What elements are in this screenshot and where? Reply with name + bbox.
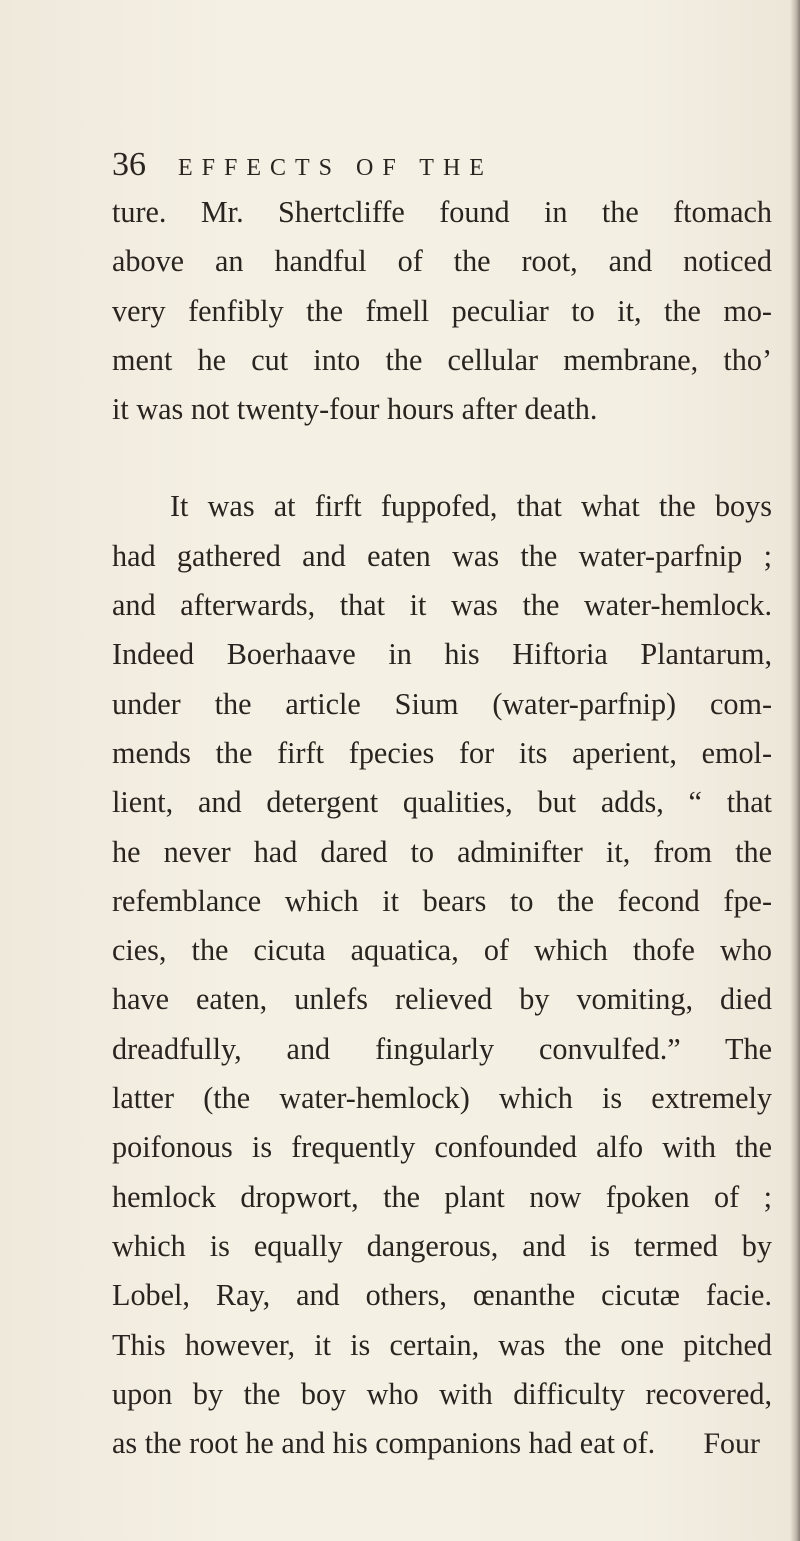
text-line: upon by the boy who with difficulty recovered,: [112, 1376, 772, 1411]
text-line: which is equally dangerous, and is termed by: [112, 1228, 772, 1263]
text-line: mends the firft fpecies for its aperient, emol-: [112, 735, 772, 770]
running-head: EFFECTS OF THE: [178, 155, 493, 181]
text-line: as the root he and his companions had eat of.: [112, 1426, 656, 1461]
page-number: 36: [112, 146, 146, 183]
text-line: above an handful of the root, and noticed: [112, 244, 772, 279]
text-line: and afterwards, that it was the water-hemlock.: [112, 588, 772, 623]
text-line: have eaten, unlefs relieved by vomiting, died: [112, 982, 772, 1017]
text-line: under the article Sium (water-parfnip) com-: [112, 686, 772, 721]
text-line: he never had dared to adminifter it, from the: [112, 834, 772, 869]
text-line: lient, and detergent qualities, but adds, “ that: [112, 785, 772, 820]
catchword: Four: [703, 1427, 760, 1460]
text-line: cies, the cicuta aquatica, of which thofe who: [112, 933, 772, 968]
text-line: very fenfibly the fmell peculiar to it, the mo-: [112, 293, 772, 328]
text-line: dreadfully, and fingularly convulfed.” The: [112, 1031, 772, 1066]
text-line: ment he cut into the cellular membrane, tho’: [112, 342, 772, 377]
text-line: had gathered and eaten was the water-parfnip ;: [112, 538, 772, 573]
text-line: poifonous is frequently confounded alfo with the: [112, 1130, 772, 1165]
text-line: ture. Mr. Shertcliffe found in the ftomach: [112, 195, 772, 229]
text-line: latter (the water-hemlock) which is extremely: [112, 1081, 772, 1116]
text-line: hemlock dropwort, the plant now fpoken of ;: [112, 1179, 772, 1214]
paragraph-gap: [112, 434, 772, 482]
text-line: Lobel, Ray, and others, œnanthe cicutæ facie.: [112, 1278, 772, 1313]
text-line: This however, it is certain, was the one pitched: [112, 1327, 772, 1362]
paragraph-2: [112, 482, 772, 1468]
page-header: [112, 146, 493, 186]
text-line: refemblance which it bears to the fecond fpe-: [112, 883, 772, 918]
text-line: Indeed Boerhaave in his Hiftoria Plantarum,: [112, 637, 772, 672]
page-edge-shadow: [790, 0, 800, 1541]
body-text: [112, 188, 772, 1468]
paragraph-1: [112, 188, 772, 434]
text-line: it was not twenty-four hours after death.: [112, 392, 598, 427]
text-line: It was at firft fuppofed, that what the boys: [170, 489, 772, 524]
